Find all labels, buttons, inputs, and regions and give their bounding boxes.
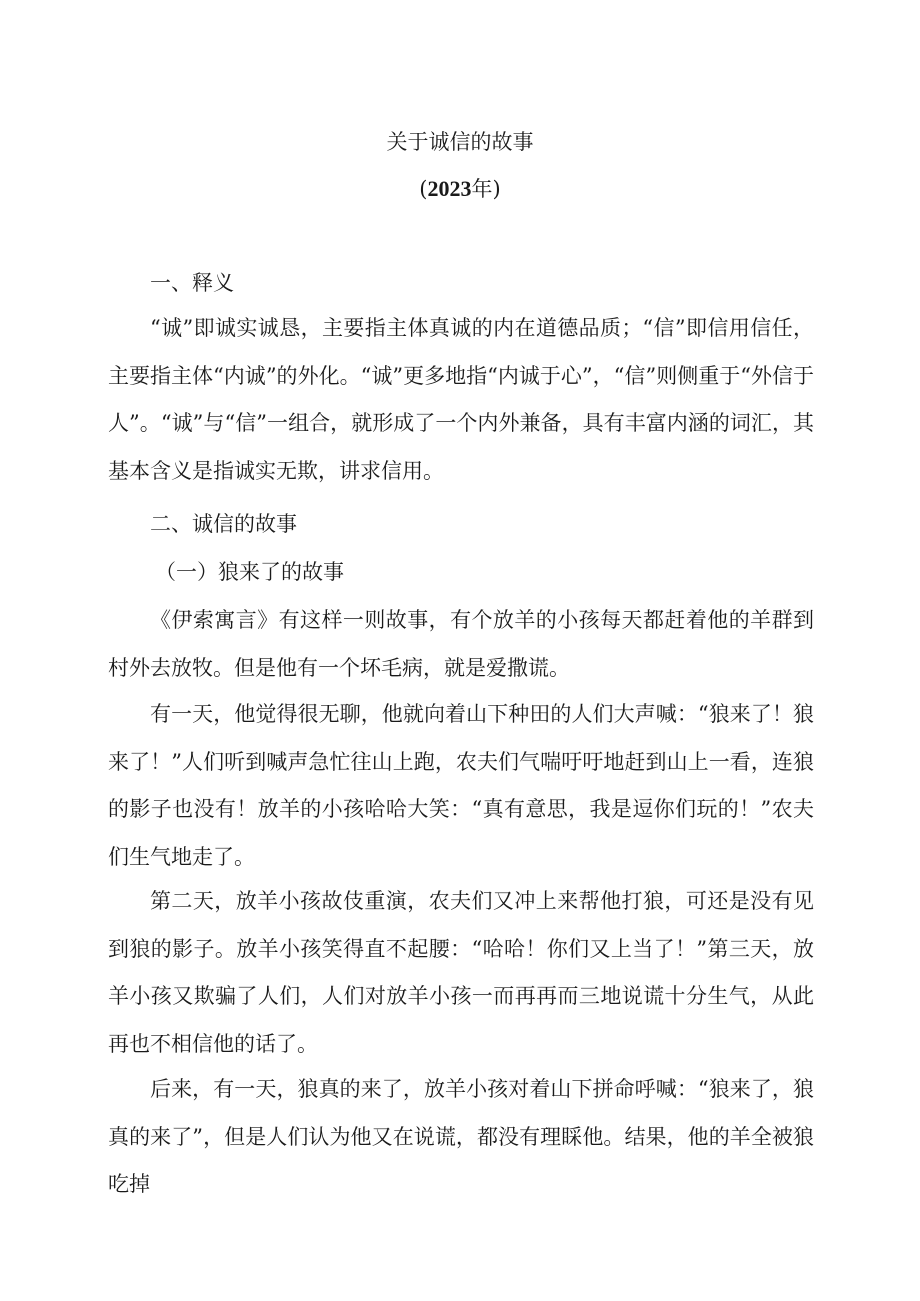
- section-heading-stories: 二、诚信的故事: [150, 512, 297, 536]
- story-paragraph: 《伊索寓言》有这样一则故事，有个放羊的小孩每天都赶着他的羊群到村外去放牧。但是他有一个坏毛病，就是爱撒谎。: [108, 608, 814, 680]
- year-open-paren: (: [419, 177, 428, 201]
- document-title: 关于诚信的故事: [386, 130, 534, 154]
- definition-paragraph: “诚”即诚实诚恳，主要指主体真诚的内在道德品质；“信”即信用信任，主要指主体“内诚”的外化。“诚”更多地指“内诚于心”，“信”则侧重于“外信于人”。“诚”与“信”一组合，就形成了一个内外兼备，具有丰富内涵的词汇，其基本含义是指诚实无欺，讲求信用。: [108, 316, 814, 483]
- document-year: [0, 174, 920, 204]
- year-number: 2023: [427, 176, 472, 201]
- story-paragraph: 第二天，放羊小孩故伎重演，农夫们又冲上来帮他打狼，可还是没有见到狼的影子。放羊小孩笑得直不起腰：“哈哈！你们又上当了！”第三天，放羊小孩又欺骗了人们，人们对放羊小孩一而再再而三地说谎十分生气，从此再也不相信他的话了。: [108, 889, 814, 1056]
- section-heading-definition: 一、释义: [150, 271, 234, 295]
- story-paragraph: 后来，有一天，狼真的来了，放羊小孩对着山下拼命呼喊：“狼来了，狼真的来了”，但是人们认为他又在说谎，都没有理睬他。结果，他的羊全被狼吃掉: [108, 1077, 814, 1196]
- subsection-heading-wolf-story: （一）狼来了的故事: [155, 560, 344, 584]
- year-suffix: 年): [471, 177, 501, 201]
- story-paragraph: 有一天，他觉得很无聊，他就向着山下种田的人们大声喊：“狼来了！狼来了！”人们听到喊声急忙往山上跑，农夫们气喘吁吁地赶到山上一看，连狼的影子也没有！放羊的小孩哈哈大笑：“真有意思，我是逗你们玩的！”农夫们生气地走了。: [108, 702, 814, 869]
